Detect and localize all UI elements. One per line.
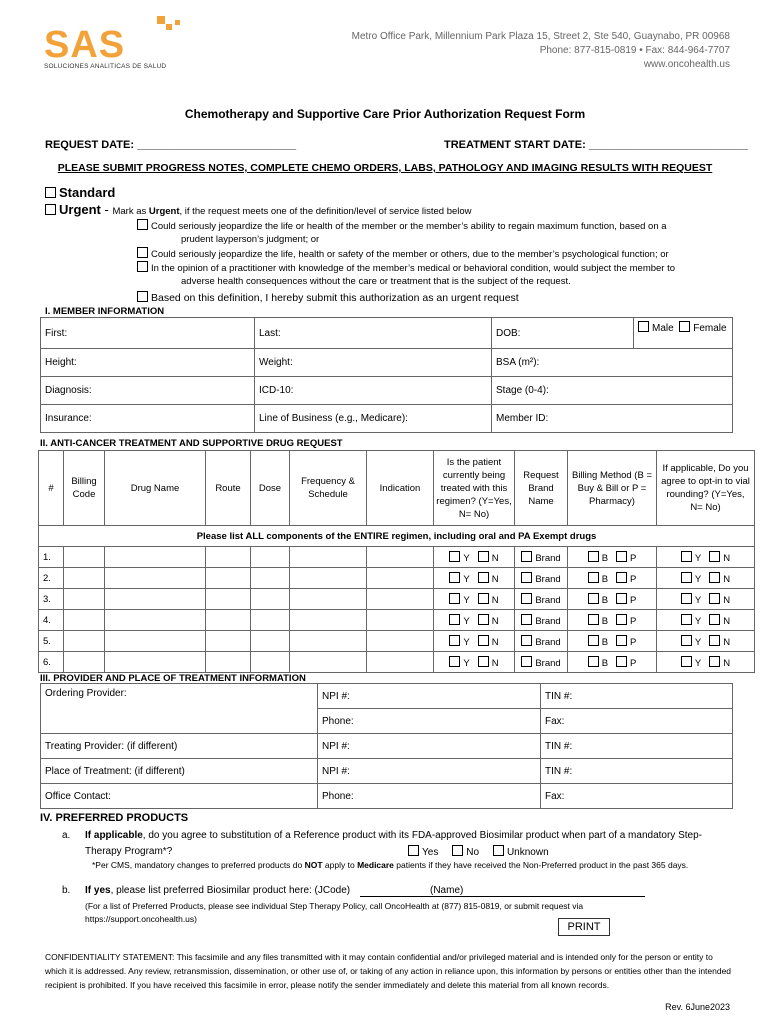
item-a-marker: a.: [62, 830, 71, 841]
no-checkbox[interactable]: [709, 551, 720, 562]
no-checkbox[interactable]: [478, 614, 489, 625]
brand-cell[interactable]: [515, 589, 568, 610]
yes-checkbox[interactable]: [681, 593, 692, 604]
yes-checkbox[interactable]: [681, 551, 692, 562]
step-therapy-label: Therapy Program*?: [85, 846, 173, 857]
last-name-field[interactable]: Last:: [255, 318, 492, 349]
dose-cell[interactable]: [251, 631, 290, 652]
urgent-criterion-3[interactable]: [137, 261, 675, 276]
provider-info-table: [40, 683, 733, 809]
insurance-field[interactable]: Insurance:: [41, 405, 255, 433]
vial-rounding-cell[interactable]: [657, 652, 755, 673]
no-checkbox[interactable]: [452, 845, 463, 856]
vial-rounding-cell[interactable]: [657, 631, 755, 652]
ordering-fax-field[interactable]: Fax:: [541, 709, 733, 734]
ordering-provider-field[interactable]: Ordering Provider:: [41, 684, 318, 734]
place-npi-field[interactable]: NPI #:: [318, 759, 541, 784]
brand-label: Brand: [535, 573, 561, 585]
ordering-tin-field[interactable]: TIN #:: [541, 684, 733, 709]
brand-checkbox[interactable]: [521, 635, 532, 646]
urgent-dash: -: [100, 202, 113, 217]
cms-note: [92, 860, 688, 870]
treating-tin-field[interactable]: TIN #:: [541, 734, 733, 759]
drug-name-cell[interactable]: [105, 589, 206, 610]
route-cell[interactable]: [206, 568, 251, 589]
standard-label: Standard: [59, 185, 116, 200]
drug-name-cell[interactable]: [105, 568, 206, 589]
cms-note-not: NOT: [304, 860, 323, 870]
current-cell[interactable]: [434, 547, 515, 568]
col-header-frequency: Frequency & Schedule: [290, 451, 367, 526]
col-header-billing-method: Billing Method (B = Buy & Bill or P = Pharmacy): [568, 451, 657, 526]
brand-label: Brand: [535, 615, 561, 627]
support-url: https://support.oncohealth.us): [85, 914, 197, 924]
brand-label: Brand: [535, 552, 561, 564]
no-checkbox[interactable]: [478, 593, 489, 604]
row-number: 6.: [39, 652, 64, 673]
yes-checkbox[interactable]: [449, 572, 460, 583]
billing-method-cell[interactable]: [568, 547, 657, 568]
drug-name-cell[interactable]: [105, 547, 206, 568]
bsa-field[interactable]: BSA (m²):: [492, 349, 733, 377]
substitution-question: [85, 829, 702, 843]
billing-code-cell[interactable]: [64, 547, 105, 568]
no-checkbox[interactable]: [478, 635, 489, 646]
no-checkbox[interactable]: [478, 551, 489, 562]
confidentiality-statement: CONFIDENTIALITY STATEMENT: This facsimile and any files transmitted with it may contain confidential and/or privileged material and is intended only for the person or entity to which it is addressed. Any review, retransmission, dissemination, or other use of, or taking of any action in reliance upon, this information by persons or entities other than the intended recipient is prohibited. If you have received this facsimile in error, please notify the sender immediately and delete this material from all known records.: [45, 952, 732, 990]
dose-cell[interactable]: [251, 652, 290, 673]
logo-subtitle: SOLUCIONES ANALITICAS DE SALUD: [44, 63, 167, 70]
female-label: Female: [693, 323, 727, 334]
substitution-answer-options[interactable]: [408, 845, 549, 860]
buy-bill-label: B: [601, 594, 609, 606]
frequency-cell[interactable]: [290, 568, 367, 589]
col-header-vial-rounding: If applicable, Do you agree to opt-in to vial rounding? (Y=Yes, N= No): [657, 451, 755, 526]
ordering-npi-field[interactable]: NPI #:: [318, 684, 541, 709]
yes-label: Y: [694, 594, 702, 606]
place-tin-field[interactable]: TIN #:: [541, 759, 733, 784]
route-cell[interactable]: [206, 547, 251, 568]
buy-bill-label: B: [601, 615, 609, 627]
logo-square: [157, 16, 165, 24]
pharmacy-checkbox[interactable]: [616, 614, 627, 625]
no-label: N: [491, 657, 499, 669]
member-info-table: [40, 317, 733, 433]
no-label: N: [723, 636, 731, 648]
yes-checkbox[interactable]: [681, 635, 692, 646]
biosimilar-text: , please list preferred Biosimilar product here: (JCode): [110, 885, 351, 896]
billing-code-cell[interactable]: [64, 652, 105, 673]
brand-checkbox[interactable]: [521, 551, 532, 562]
biosimilar-request: [85, 884, 350, 898]
treating-npi-field[interactable]: NPI #:: [318, 734, 541, 759]
brand-cell[interactable]: [515, 547, 568, 568]
stage-field[interactable]: Stage (0-4):: [492, 377, 733, 405]
standard-option[interactable]: [45, 185, 115, 200]
col-header-indication: Indication: [367, 451, 434, 526]
row-number: 1.: [39, 547, 64, 568]
no-label: N: [723, 615, 731, 627]
no-checkbox[interactable]: [709, 635, 720, 646]
indication-cell[interactable]: [367, 631, 434, 652]
pharmacy-label: P: [629, 615, 637, 627]
form-title: Chemotherapy and Supportive Care Prior Authorization Request Form: [184, 107, 586, 121]
drug-section-heading: II. ANTI-CANCER TREATMENT AND SUPPORTIVE DRUG REQUEST: [40, 438, 343, 449]
dose-cell[interactable]: [251, 547, 290, 568]
frequency-cell[interactable]: [290, 652, 367, 673]
drug-name-cell[interactable]: [105, 631, 206, 652]
billing-code-cell[interactable]: [64, 589, 105, 610]
row-number: 3.: [39, 589, 64, 610]
drug-name-cell[interactable]: [105, 610, 206, 631]
dob-field[interactable]: DOB:: [492, 318, 634, 349]
no-checkbox[interactable]: [709, 593, 720, 604]
urgent-criterion-3-cont: adverse health consequences without the care or treatment that is the subject of the request.: [181, 276, 571, 287]
yes-checkbox[interactable]: [449, 551, 460, 562]
criterion-text: Could seriously jeopardize the life, health or safety of the member or others, due to the member’s psychological function; or: [151, 249, 669, 260]
vial-rounding-cell[interactable]: [657, 547, 755, 568]
ordering-phone-field[interactable]: Phone:: [318, 709, 541, 734]
standard-checkbox[interactable]: [45, 187, 56, 198]
substitution-text: , do you agree to substitution of a Reference product with its FDA-approved Biosimilar product when part of a mandatory Step-: [142, 830, 702, 841]
yes-checkbox[interactable]: [681, 656, 692, 667]
no-checkbox[interactable]: [478, 656, 489, 667]
yes-label: Y: [463, 594, 470, 606]
yes-label: Y: [463, 636, 470, 648]
row-number: 2.: [39, 568, 64, 589]
gender-field[interactable]: [634, 318, 733, 349]
drug-name-cell[interactable]: [105, 652, 206, 673]
pharmacy-checkbox[interactable]: [616, 656, 627, 667]
icd10-field[interactable]: ICD-10:: [255, 377, 492, 405]
route-cell[interactable]: [206, 631, 251, 652]
buy-bill-label: B: [601, 573, 609, 585]
cms-note-text: patients if they have received the Non-Preferred product in the past 365 days.: [393, 860, 689, 870]
col-header-number: #: [39, 451, 64, 526]
vial-rounding-cell[interactable]: [657, 610, 755, 631]
place-of-treatment-field[interactable]: Place of Treatment: (if different): [41, 759, 318, 784]
diagnosis-field[interactable]: Diagnosis:: [41, 377, 255, 405]
brand-label: Brand: [535, 594, 561, 606]
no-label: No: [466, 847, 480, 858]
first-name-field[interactable]: First:: [41, 318, 255, 349]
urgent-checkbox[interactable]: [45, 204, 56, 215]
urgent-desc-bold: Urgent: [148, 206, 180, 217]
cms-note-text: apply to: [322, 860, 358, 870]
billing-method-cell[interactable]: [568, 631, 657, 652]
frequency-cell[interactable]: [290, 631, 367, 652]
line-of-business-field[interactable]: Line of Business (e.g., Medicare):: [255, 405, 492, 433]
criterion-text: Could seriously jeopardize the life or health of the member or the member’s ability to regain maximum function, based on a: [151, 221, 667, 232]
no-checkbox[interactable]: [709, 614, 720, 625]
yes-checkbox[interactable]: [681, 614, 692, 625]
pharmacy-label: P: [629, 594, 637, 606]
vial-rounding-cell[interactable]: [657, 589, 755, 610]
height-field[interactable]: Height:: [41, 349, 255, 377]
indication-cell[interactable]: [367, 547, 434, 568]
current-cell[interactable]: [434, 610, 515, 631]
preferred-note-line: (For a list of Preferred Products, please see individual Step Therapy Policy, call OncoHealth at (877) 815-0819, or submit request via: [85, 901, 584, 911]
urgent-criterion-1-cont: prudent layperson’s judgment; or: [181, 234, 320, 245]
no-label: N: [723, 552, 731, 564]
no-label: N: [723, 657, 731, 669]
billing-method-cell[interactable]: [568, 568, 657, 589]
brand-label: Brand: [535, 636, 561, 648]
current-cell[interactable]: [434, 568, 515, 589]
row-number: 5.: [39, 631, 64, 652]
indication-cell[interactable]: [367, 610, 434, 631]
unknown-label: Unknown: [506, 847, 549, 858]
criterion-checkbox[interactable]: [137, 219, 148, 230]
no-label: N: [491, 636, 499, 648]
logo-square: [175, 20, 180, 25]
confirmation-text: Based on this definition, I hereby submit this authorization as an urgent request: [151, 292, 519, 304]
preferred-products-note: [85, 900, 583, 926]
buy-bill-checkbox[interactable]: [588, 635, 599, 646]
yes-label: Y: [694, 615, 702, 627]
brand-cell[interactable]: [515, 631, 568, 652]
if-yes-label: If yes: [85, 885, 111, 896]
col-header-route: Route: [206, 451, 251, 526]
no-label: N: [723, 594, 731, 606]
brand-cell[interactable]: [515, 610, 568, 631]
yes-checkbox[interactable]: [408, 845, 419, 856]
no-label: N: [491, 552, 499, 564]
yes-checkbox[interactable]: [449, 656, 460, 667]
urgent-confirmation[interactable]: [137, 291, 519, 305]
billing-method-cell[interactable]: [568, 589, 657, 610]
cms-note-medicare: Medicare: [357, 860, 394, 870]
vial-rounding-cell[interactable]: [657, 568, 755, 589]
website-line: www.oncohealth.us: [643, 59, 730, 70]
col-header-brand: Request Brand Name: [515, 451, 568, 526]
provider-section-heading: III. PROVIDER AND PLACE OF TREATMENT INFORMATION: [40, 673, 306, 684]
route-cell[interactable]: [206, 589, 251, 610]
urgent-label: Urgent: [59, 202, 101, 217]
route-cell[interactable]: [206, 652, 251, 673]
frequency-cell[interactable]: [290, 547, 367, 568]
pharmacy-label: P: [629, 657, 637, 669]
member-section-heading: I. MEMBER INFORMATION: [45, 306, 165, 317]
frequency-cell[interactable]: [290, 610, 367, 631]
drug-request-table: [38, 450, 755, 673]
address-line: Metro Office Park, Millennium Park Plaza 15, Street 2, Ste 540, Guaynabo, PR 00968: [351, 31, 730, 42]
col-header-dose: Dose: [251, 451, 290, 526]
yes-label: Y: [463, 615, 470, 627]
pharmacy-label: P: [629, 573, 637, 585]
brand-checkbox[interactable]: [521, 572, 532, 583]
criterion-checkbox[interactable]: [137, 247, 148, 258]
cms-note-text: *Per CMS, mandatory changes to preferred products do: [92, 860, 305, 870]
yes-checkbox[interactable]: [449, 593, 460, 604]
urgent-criterion-1[interactable]: [137, 219, 667, 234]
brand-cell[interactable]: [515, 568, 568, 589]
buy-bill-checkbox[interactable]: [588, 656, 599, 667]
urgent-option[interactable]: [45, 202, 472, 217]
weight-field[interactable]: Weight:: [255, 349, 492, 377]
row-number: 4.: [39, 610, 64, 631]
col-header-billing-code: Billing Code: [64, 451, 105, 526]
criterion-text: In the opinion of a practitioner with knowledge of the member’s medical or behavioral condition, would subject the member to: [151, 263, 676, 274]
logo-square: [166, 24, 172, 30]
buy-bill-checkbox[interactable]: [588, 572, 599, 583]
yes-label: Yes: [422, 847, 439, 858]
frequency-cell[interactable]: [290, 589, 367, 610]
no-label: N: [491, 594, 499, 606]
request-date-field[interactable]: REQUEST DATE: __________________________: [45, 139, 297, 151]
brand-label: Brand: [535, 657, 561, 669]
unknown-checkbox[interactable]: [493, 845, 504, 856]
no-label: N: [723, 573, 731, 585]
brand-cell[interactable]: [515, 652, 568, 673]
yes-checkbox[interactable]: [449, 614, 460, 625]
billing-code-cell[interactable]: [64, 568, 105, 589]
male-label: Male: [652, 323, 674, 334]
current-cell[interactable]: [434, 589, 515, 610]
col-header-currently-treated: Is the patient currently being treated with this regimen? (Y=Yes, N= No): [434, 451, 515, 526]
male-checkbox[interactable]: [638, 321, 649, 332]
yes-checkbox[interactable]: [449, 635, 460, 646]
if-applicable-label: If applicable: [85, 830, 143, 841]
member-id-field[interactable]: Member ID:: [492, 405, 733, 433]
regimen-note: Please list ALL components of the ENTIRE regimen, including oral and PA Exempt drugs: [39, 526, 755, 547]
no-label: N: [491, 573, 499, 585]
sas-logo: [40, 14, 200, 72]
no-checkbox[interactable]: [709, 572, 720, 583]
brand-checkbox[interactable]: [521, 614, 532, 625]
billing-method-cell[interactable]: [568, 610, 657, 631]
address-block: [352, 30, 730, 72]
buy-bill-label: B: [601, 552, 609, 564]
yes-label: Y: [694, 636, 702, 648]
yes-label: Y: [694, 552, 702, 564]
current-cell[interactable]: [434, 631, 515, 652]
indication-cell[interactable]: [367, 568, 434, 589]
pharmacy-label: P: [629, 552, 637, 564]
billing-code-cell[interactable]: [64, 610, 105, 631]
criterion-checkbox[interactable]: [137, 261, 148, 272]
col-header-drug-name: Drug Name: [105, 451, 206, 526]
item-b-marker: b.: [62, 885, 71, 896]
treating-provider-field[interactable]: Treating Provider: (if different): [41, 734, 318, 759]
yes-label: Y: [694, 657, 702, 669]
indication-cell[interactable]: [367, 589, 434, 610]
current-cell[interactable]: [434, 652, 515, 673]
biosimilar-input-line[interactable]: [360, 896, 645, 897]
buy-bill-label: B: [601, 657, 609, 669]
brand-checkbox[interactable]: [521, 656, 532, 667]
office-fax-field[interactable]: Fax:: [541, 784, 733, 809]
dose-cell[interactable]: [251, 589, 290, 610]
buy-bill-checkbox[interactable]: [588, 593, 599, 604]
female-checkbox[interactable]: [679, 321, 690, 332]
treatment-start-date-field[interactable]: TREATMENT START DATE: __________________________: [444, 139, 748, 151]
yes-label: Y: [463, 573, 470, 585]
pharmacy-checkbox[interactable]: [616, 551, 627, 562]
submission-notice: PLEASE SUBMIT PROGRESS NOTES, COMPLETE CHEMO ORDERS, LABS, PATHOLOGY AND IMAGING RESULTS WITH REQUEST: [57, 162, 713, 174]
indication-cell[interactable]: [367, 652, 434, 673]
pharmacy-checkbox[interactable]: [616, 572, 627, 583]
pharmacy-checkbox[interactable]: [616, 635, 627, 646]
billing-method-cell[interactable]: [568, 652, 657, 673]
yes-label: Y: [463, 657, 470, 669]
brand-checkbox[interactable]: [521, 593, 532, 604]
pharmacy-checkbox[interactable]: [616, 593, 627, 604]
print-button[interactable]: PRINT: [558, 918, 610, 936]
preferred-section-heading: IV. PREFERRED PRODUCTS: [40, 812, 189, 824]
dose-cell[interactable]: [251, 568, 290, 589]
dose-cell[interactable]: [251, 610, 290, 631]
phone-fax-line: Phone: 877-815-0819 • Fax: 844-964-7707: [539, 45, 730, 56]
no-checkbox[interactable]: [709, 656, 720, 667]
yes-checkbox[interactable]: [681, 572, 692, 583]
no-checkbox[interactable]: [478, 572, 489, 583]
urgent-desc-rest: , if the request meets one of the definition/level of service listed below: [179, 206, 472, 217]
biosimilar-name-label: (Name): [430, 885, 464, 896]
pharmacy-label: P: [629, 636, 637, 648]
confirmation-checkbox[interactable]: [137, 291, 148, 302]
urgent-criterion-2[interactable]: [137, 247, 669, 262]
office-contact-field[interactable]: Office Contact:: [41, 784, 318, 809]
billing-code-cell[interactable]: [64, 631, 105, 652]
office-phone-field[interactable]: Phone:: [318, 784, 541, 809]
buy-bill-label: B: [601, 636, 609, 648]
revision-label: Rev. 6June2023: [665, 1002, 730, 1012]
buy-bill-checkbox[interactable]: [588, 551, 599, 562]
urgent-desc: Mark as: [112, 206, 149, 217]
logo-text: SAS: [44, 24, 126, 66]
yes-label: Y: [463, 552, 470, 564]
yes-label: Y: [694, 573, 702, 585]
route-cell[interactable]: [206, 610, 251, 631]
buy-bill-checkbox[interactable]: [588, 614, 599, 625]
no-label: N: [491, 615, 499, 627]
